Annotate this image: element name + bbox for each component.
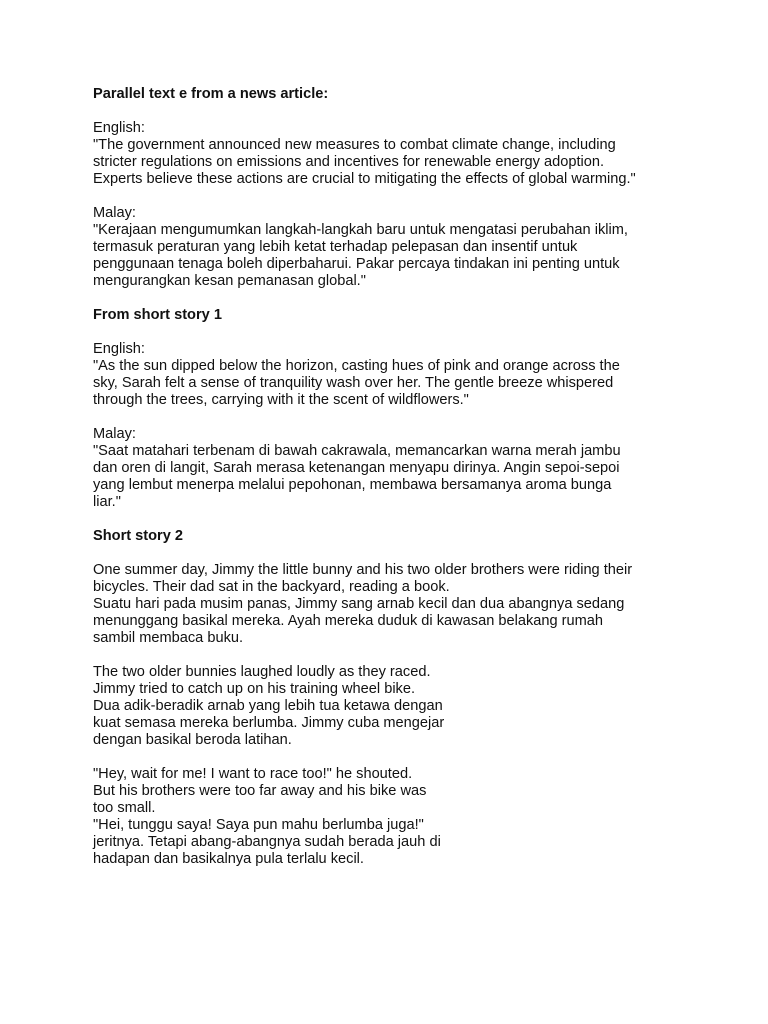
text-line: sambil membaca buku. xyxy=(93,630,244,646)
text-line: menunggang basikal mereka. Ayah mereka duduk di kawasan belakang rumah xyxy=(93,613,604,629)
news-malay-label: Malay: xyxy=(93,205,136,221)
text-line: Dua adik-beradik arnab yang lebih tua ketawa dengan xyxy=(93,698,443,714)
story2-heading: Short story 2 xyxy=(93,528,184,544)
spacer xyxy=(93,324,733,341)
text-line: "Saat matahari terbenam di bawah cakrawala, memancarkan warna merah jambu xyxy=(93,443,621,459)
document-page xyxy=(93,86,733,868)
spacer xyxy=(93,409,733,426)
spacer xyxy=(93,290,733,307)
news-heading: Parallel text e from a news article: xyxy=(93,86,329,102)
text-line: "As the sun dipped below the horizon, casting hues of pink and orange across the xyxy=(93,358,620,374)
text-line: liar." xyxy=(93,494,121,510)
story1-english-text xyxy=(93,358,733,409)
text-line: jeritnya. Tetapi abang-abangnya sudah berada jauh di xyxy=(93,834,441,850)
text-line: "Hei, tunggu saya! Saya pun mahu berlumba juga!" xyxy=(93,817,424,833)
news-english-label: English: xyxy=(93,120,145,136)
text-line: One summer day, Jimmy the little bunny and his two older brothers were riding their xyxy=(93,562,633,578)
text-line: yang lembut menerpa melalui pepohonan, membawa bersamanya aroma bunga xyxy=(93,477,612,493)
story1-malay-text xyxy=(93,443,733,511)
story1-malay-label: Malay: xyxy=(93,426,136,442)
text-line: kuat semasa mereka berlumba. Jimmy cuba mengejar xyxy=(93,715,445,731)
spacer xyxy=(93,188,733,205)
text-line: too small. xyxy=(93,800,156,816)
text-line: penggunaan tenaga boleh diperbaharui. Pakar percaya tindakan ini penting untuk xyxy=(93,256,620,272)
spacer xyxy=(93,647,733,664)
text-line: mengurangkan kesan pemanasan global." xyxy=(93,273,366,289)
text-line: dengan basikal beroda latihan. xyxy=(93,732,292,748)
story2-paragraph-2 xyxy=(93,664,733,749)
text-line: sky, Sarah felt a sense of tranquility wash over her. The gentle breeze whispered xyxy=(93,375,614,391)
text-line: "Kerajaan mengumumkan langkah-langkah baru untuk mengatasi perubahan iklim, xyxy=(93,222,628,238)
story2-paragraph-3 xyxy=(93,766,733,868)
text-line: dan oren di langit, Sarah merasa ketenangan menyapu dirinya. Angin sepoi-sepoi xyxy=(93,460,620,476)
text-line: Experts believe these actions are crucial to mitigating the effects of global warming." xyxy=(93,171,636,187)
text-line: Jimmy tried to catch up on his training wheel bike. xyxy=(93,681,416,697)
story1-english-label: English: xyxy=(93,341,145,357)
spacer xyxy=(93,511,733,528)
spacer xyxy=(93,103,733,120)
spacer xyxy=(93,749,733,766)
text-line: hadapan dan basikalnya pula terlalu kecil. xyxy=(93,851,364,867)
text-line: bicycles. Their dad sat in the backyard, reading a book. xyxy=(93,579,450,595)
text-line: termasuk peraturan yang lebih ketat terhadap pelepasan dan insentif untuk xyxy=(93,239,578,255)
news-malay-text xyxy=(93,222,733,290)
text-line: "The government announced new measures to combat climate change, including xyxy=(93,137,616,153)
story2-paragraph-1 xyxy=(93,562,733,647)
text-line: "Hey, wait for me! I want to race too!" he shouted. xyxy=(93,766,413,782)
text-line: Suatu hari pada musim panas, Jimmy sang arnab kecil dan dua abangnya sedang xyxy=(93,596,625,612)
story1-heading: From short story 1 xyxy=(93,307,222,323)
text-line: But his brothers were too far away and his bike was xyxy=(93,783,427,799)
text-line: through the trees, carrying with it the scent of wildflowers." xyxy=(93,392,469,408)
spacer xyxy=(93,545,733,562)
text-line: The two older bunnies laughed loudly as they raced. xyxy=(93,664,431,680)
news-english-text xyxy=(93,137,733,188)
text-line: stricter regulations on emissions and incentives for renewable energy adoption. xyxy=(93,154,605,170)
